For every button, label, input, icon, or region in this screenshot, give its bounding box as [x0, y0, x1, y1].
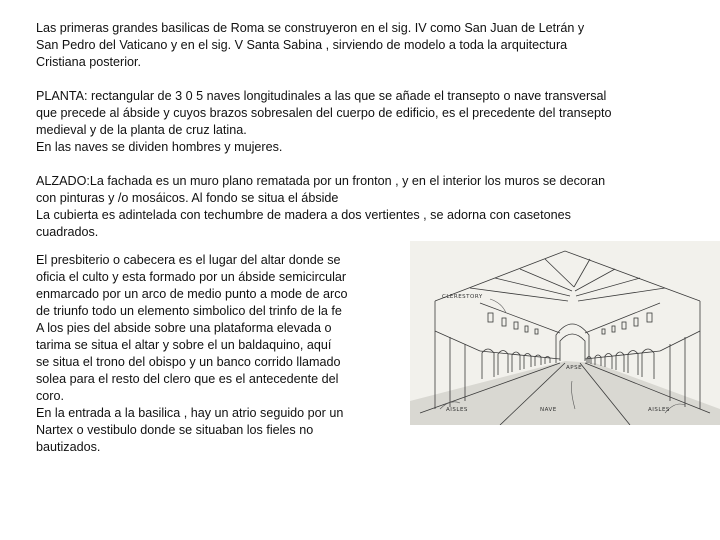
- paragraph-alzado: [36, 173, 605, 241]
- text-line: solea para el resto del clero que es el antecedente del: [36, 372, 339, 386]
- text-line: A los pies del abside sobre una plataforma elevada o: [36, 321, 332, 335]
- basilica-section-drawing: [410, 241, 720, 425]
- text-line: Cristiana posterior.: [36, 55, 141, 69]
- text-line: La cubierta es adintelada con techumbre de madera a dos vertientes , se adorna con casetones: [36, 208, 571, 222]
- text-line: En la entrada a la basilica , hay un atrio seguido por un: [36, 406, 344, 420]
- label-nave: NAVE: [540, 407, 557, 413]
- text-line: tarima se situa el altar y sobre el un baldaquino, aquí: [36, 338, 332, 352]
- paragraph-planta: [36, 88, 611, 156]
- text-line: que precede al ábside y cuyos brazos sobresalen del cuerpo de edificio, es el precedente del transepto: [36, 106, 612, 120]
- text-line: bautizados.: [36, 440, 101, 454]
- text-line: Nartex o vestibulo donde se situaban los fieles no: [36, 423, 314, 437]
- basilica-illustration: [410, 241, 720, 425]
- label-aisles-right: AISLES: [648, 407, 670, 413]
- text-line: se situa el trono del obispo y un banco corrido llamado: [36, 355, 341, 369]
- text-line: ALZADO:La fachada es un muro plano rematada por un fronton , y en el interior los muros se decoran: [36, 174, 606, 188]
- label-apse: APSE: [566, 365, 583, 371]
- text-line: PLANTA: rectangular de 3 0 5 naves longitudinales a las que se añade el transepto o nave transversal: [36, 89, 607, 103]
- text-line: En las naves se dividen hombres y mujeres.: [36, 140, 283, 154]
- text-line: San Pedro del Vaticano y en el sig. V Santa Sabina , sirviendo de modelo a toda la arquitectura: [36, 38, 568, 52]
- text-line: medieval y de la planta de cruz latina.: [36, 123, 247, 137]
- paragraph-presbiterio: [36, 252, 348, 456]
- text-line: enmarcado por un arco de medio punto a mode de arco: [36, 287, 348, 301]
- text-line: oficia el culto y esta formado por un ábside semicircular: [36, 270, 347, 284]
- text-line: con pinturas y /o mosáicos. Al fondo se situa el ábside: [36, 191, 339, 205]
- text-line: de triunfo todo un elemento simbolico del trinfo de la fe: [36, 304, 342, 318]
- text-line: El presbiterio o cabecera es el lugar del altar donde se: [36, 253, 341, 267]
- label-clerestory: CLERESTORY: [442, 294, 483, 300]
- paragraph-intro: [36, 20, 584, 71]
- text-line: Las primeras grandes basilicas de Roma se construyeron en el sig. IV como San Juan de Letrán y: [36, 21, 585, 35]
- label-aisles-left: AISLES: [446, 407, 468, 413]
- text-line: coro.: [36, 389, 64, 403]
- text-line: cuadrados.: [36, 225, 99, 239]
